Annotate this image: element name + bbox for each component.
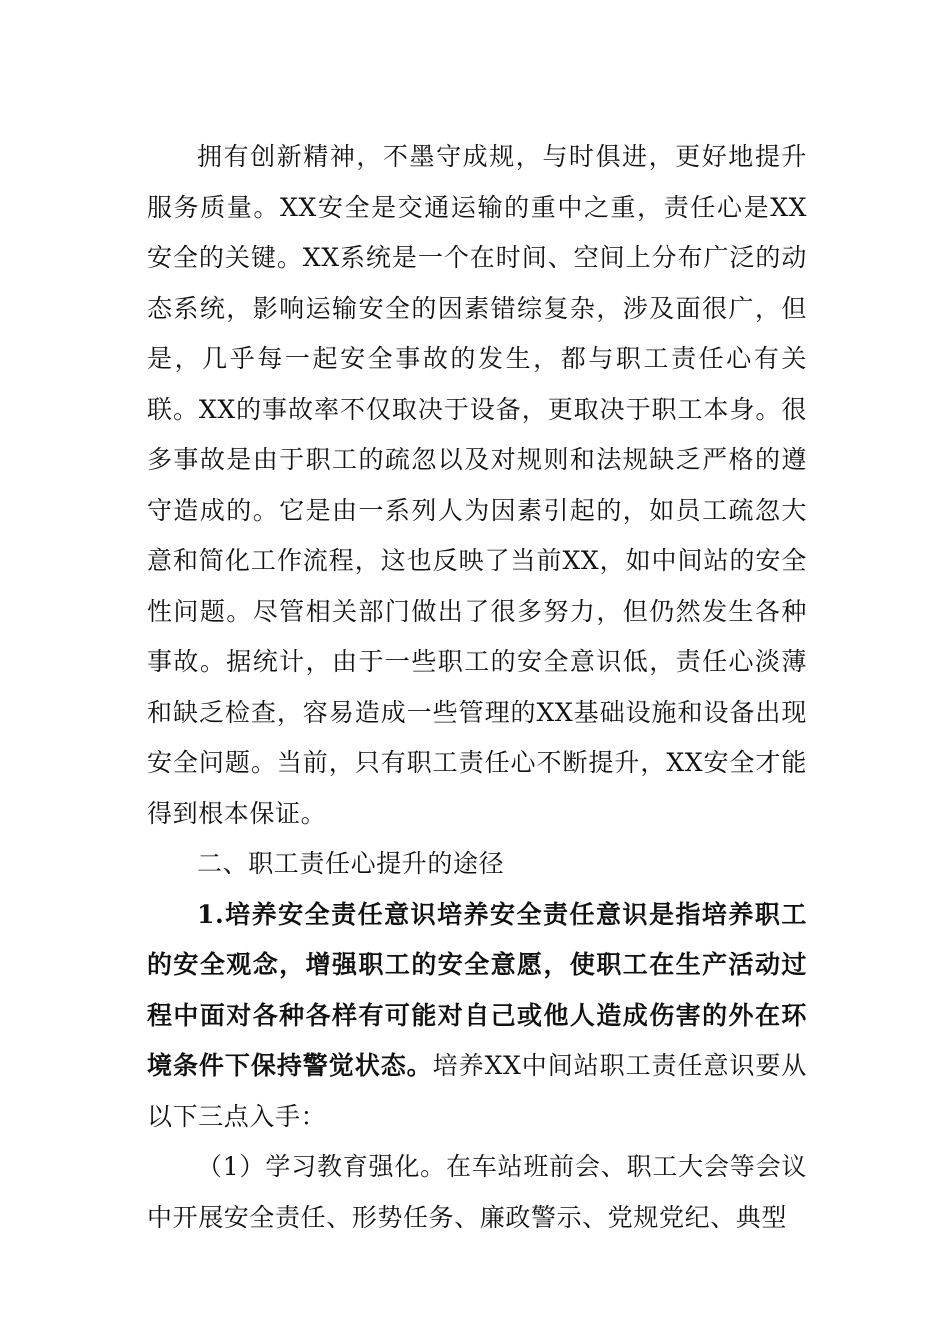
item-1-normal-text: 培养XX中间站职工责任意识要从以下三点入手： (147, 1051, 807, 1131)
paragraph-sub-item-1: （1）学习教育强化。在车站班前会、职工大会等会议中开展安全责任、形势任务、廉政警示、党规党纪、典型 (147, 1152, 807, 1232)
section-heading: 二、职工责任心提升的途径 (197, 849, 505, 878)
paragraph-item-1 (147, 890, 807, 1143)
paragraph-safety-responsibility: 拥有创新精神，不墨守成规，与时俱进，更好地提升服务质量。XX安全是交通运输的重中之重，责任心是XX安全的关键。XX系统是一个在时间、空间上分布广泛的动态系统，影响运输安全的因素错综复杂，涉及面很广，但是，几乎每一起安全事故的发生，都与职工责任心有关联。XX的事故率不仅取决于设备，更取决于职工本身。很多事故是由于职工的疏忽以及对规则和法规缺乏严格的遵守造成的。它是由一系列人为因素引起的，如员工疏忽大意和简化工作流程，这也反映了当前XX，如中间站的安全性问题。尽管相关部门做出了很多努力，但仍然发生各种事故。据统计，由于一些职工的安全意识低，责任心淡薄和缺乏检查，容易造成一些管理的XX基础设施和设备出现安全问题。当前，只有职工责任心不断提升，XX安全才能得到根本保证。 (147, 142, 807, 828)
document-body (147, 132, 807, 1243)
item-1-bold-text: 1.培养安全责任意识培养安全责任意识是指培养职工的安全观念，增强职工的安全意愿，使职工在生产活动过程中面对各种各样有可能对自己或他人造成伤害的外在环境条件下保持警觉状态。 (147, 899, 807, 1080)
